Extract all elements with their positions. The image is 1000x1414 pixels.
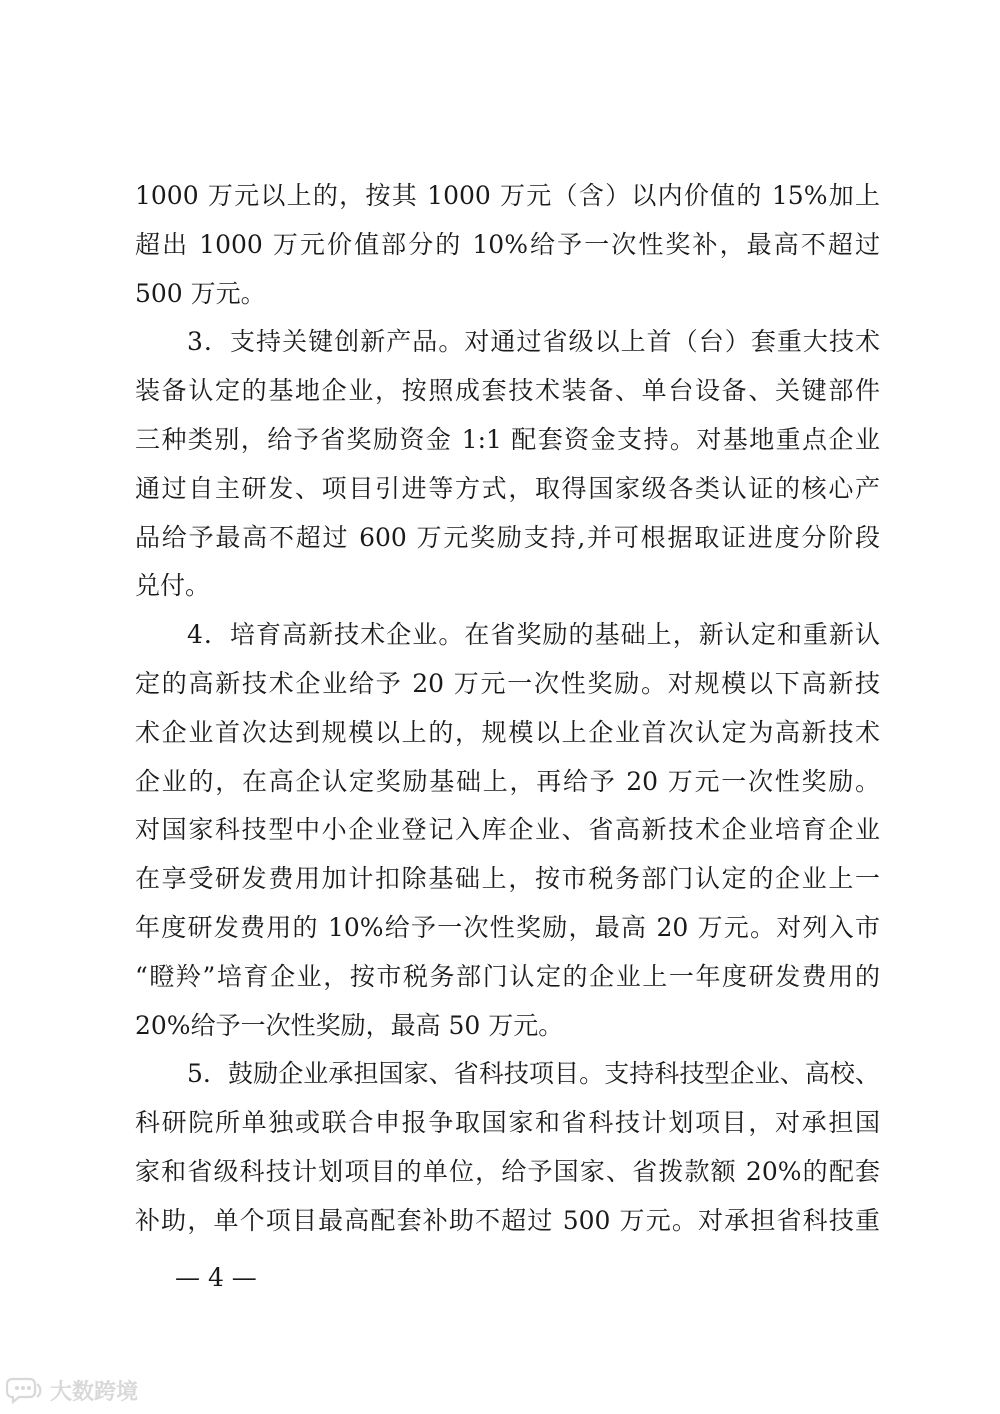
text-line: 20%给予一次性奖励，最高 50 万元。 [135, 1010, 564, 1040]
text-line: 三种类别，给予省奖励资金 1:1 配套资金支持。对基地重点企业 [135, 424, 880, 454]
text-line: 4．培育高新技术企业。在省奖励的基础上，新认定和重新认 [187, 620, 880, 650]
text-line: 通过自主研发、项目引进等方式，取得国家级各类认证的核心产 [135, 473, 880, 503]
watermark [6, 1372, 138, 1408]
text-line: 在享受研发费用加计扣除基础上，按市税务部门认定的企业上一 [135, 864, 880, 894]
text-line: 5．鼓励企业承担国家、省科技项目。支持科技型企业、高校、 [187, 1059, 880, 1089]
text-line: 科研院所单独或联合申报争取国家和省科技计划项目，对承担国 [135, 1108, 880, 1138]
text-line: 装备认定的基地企业，按照成套技术装备、单台设备、关键部件 [135, 376, 880, 406]
text-line: 对国家科技型中小企业登记入库企业、省高新技术企业培育企业 [135, 815, 880, 845]
text-line: 兑付。 [135, 571, 211, 601]
text-line: 补助，单个项目最高配套补助不超过 500 万元。对承担省科技重 [135, 1205, 880, 1235]
paragraph [135, 1050, 880, 1245]
document-body [135, 172, 880, 1246]
text-line: 术企业首次达到规模以上的，规模以上企业首次认定为高新技术 [135, 717, 880, 747]
text-line: 品给予最高不超过 600 万元奖励支持,并可根据取证进度分阶段 [135, 522, 880, 552]
text-line: 家和省级科技计划项目的单位，给予国家、省拨款额 20%的配套 [135, 1156, 880, 1186]
chat-bubble-icon [6, 1375, 46, 1405]
watermark-text: 大数跨境 [50, 1379, 139, 1405]
text-line: 年度研发费用的 10%给予一次性奖励，最高 20 万元。对列入市 [135, 912, 880, 942]
text-line: 超出 1000 万元价值部分的 10%给予一次性奖补，最高不超过 [135, 229, 880, 259]
text-line: 3．支持关键创新产品。对通过省级以上首（台）套重大技术 [187, 327, 880, 357]
text-line: 1000 万元以上的，按其 1000 万元（含）以内价值的 15%加上 [135, 181, 880, 210]
paragraph [135, 611, 880, 1050]
text-line: 定的高新技术企业给予 20 万元一次性奖励。对规模以下高新技 [135, 668, 880, 698]
text-line: “瞪羚”培育企业，按市税务部门认定的企业上一年度研发费用的 [135, 961, 880, 991]
paragraph [135, 318, 880, 611]
text-line: 企业的，在高企认定奖励基础上，再给予 20 万元一次性奖励。 [135, 766, 880, 796]
paragraph [135, 172, 880, 318]
text-line: 500 万元。 [135, 278, 266, 308]
page-number: — 4 — [175, 1263, 257, 1292]
